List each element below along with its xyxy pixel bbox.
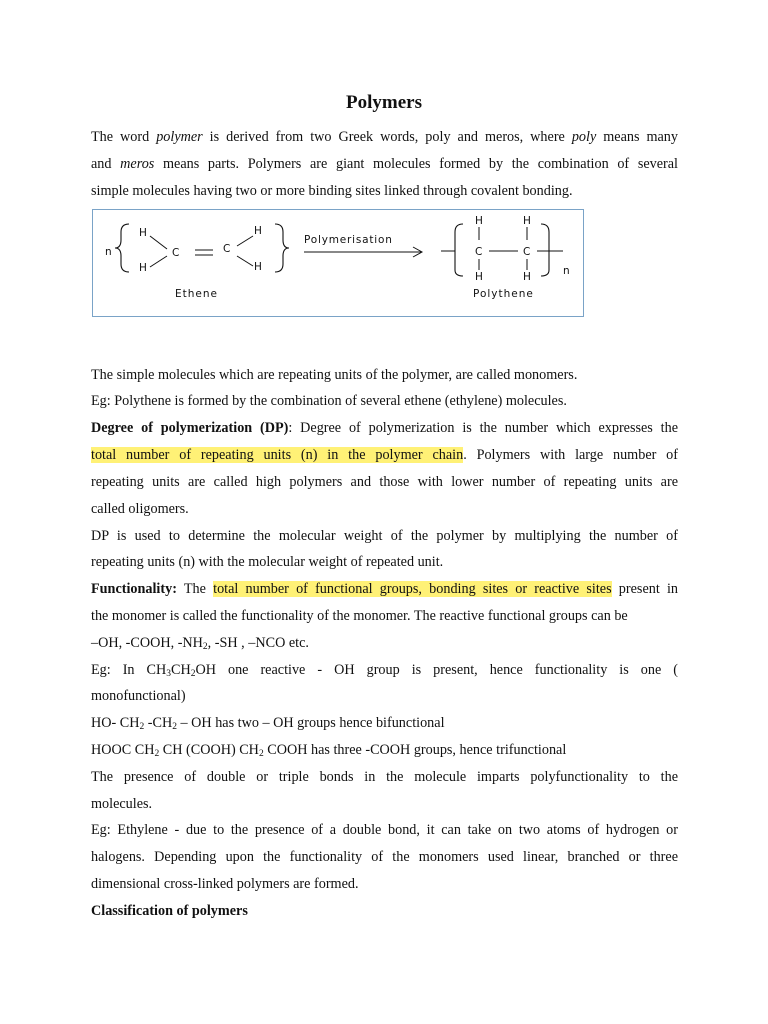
text: –OH, -COOH, -NH: [91, 635, 203, 651]
text: OH one reactive - OH group is present, hence functionality is one (: [195, 662, 678, 678]
text: COOH has three -COOH groups, hence trifunctional: [263, 742, 567, 758]
text: The word: [91, 129, 157, 145]
right-bracket-open: [455, 224, 463, 276]
atom-c: C: [475, 246, 483, 258]
glycol-example-line: [91, 714, 678, 732]
atom-h: H: [254, 261, 262, 273]
subscript: 2: [190, 669, 196, 679]
bond: [150, 256, 167, 267]
text: HOOC CH: [91, 742, 155, 758]
text: – OH has two – OH groups hence bifunctional: [176, 715, 445, 731]
reaction-scheme: [93, 210, 585, 318]
polymerisation-diagram: [92, 209, 584, 317]
page-title: Polymers: [346, 92, 422, 113]
text: CH (COOH) CH: [159, 742, 259, 758]
body-line: Eg: Ethylene - due to the presence of a double bond, it can take on two atoms of hydrogen or: [91, 822, 678, 838]
body-line: the monomer is called the functionality of the monomer. The reactive functional groups can be: [91, 608, 628, 624]
bond: [237, 236, 253, 246]
atom-h: H: [254, 225, 262, 237]
atom-h: H: [523, 271, 531, 283]
atom-h: H: [475, 215, 483, 227]
polythene-label: Polythene: [473, 288, 534, 300]
functional-groups-line: [91, 634, 678, 652]
body-line: molecules.: [91, 796, 153, 812]
intro-line-2: [91, 155, 678, 173]
atom-c: C: [223, 243, 231, 255]
text: present in: [611, 581, 679, 597]
atom-c: C: [172, 247, 180, 259]
dp-definition-line-2: [91, 446, 678, 464]
body-line: DP is used to determine the molecular weight of the polymer by multiplying the number of: [91, 528, 678, 544]
italic-term: poly: [571, 129, 597, 145]
body-line: halogens. Depending upon the functionality of the monomers used linear, branched or three: [91, 849, 678, 865]
left-bracket-open: [115, 224, 129, 272]
subscript: 2: [172, 722, 177, 732]
intro-line-1: [91, 128, 678, 146]
subscript: 3: [166, 669, 171, 679]
body-line: dimensional cross-linked polymers are formed.: [91, 876, 359, 892]
dp-definition-line-1: [91, 419, 678, 437]
ethanol-example-line: [91, 661, 678, 679]
subscript: 2: [154, 749, 160, 759]
subscript: 2: [258, 749, 264, 759]
functionality-line-1: [91, 580, 678, 598]
text: Eg: In CH: [91, 662, 167, 678]
body-line: monofunctional): [91, 688, 186, 704]
atom-h: H: [475, 271, 483, 283]
right-bracket-close: [541, 224, 549, 276]
text: and: [91, 156, 121, 172]
atom-h: H: [139, 227, 147, 239]
subscript: 2: [139, 722, 145, 732]
text: , -SH , –NCO etc.: [207, 635, 309, 651]
text: -CH: [144, 715, 173, 731]
body-line: repeating units (n) with the molecular weight of repeated unit.: [91, 554, 444, 570]
atom-h: H: [523, 215, 531, 227]
repeat-n-left: n: [105, 246, 112, 258]
italic-term: polymer: [156, 129, 203, 145]
body-line: The presence of double or triple bonds in the molecule imparts polyfunctionality to the: [91, 769, 678, 785]
ethene-label: Ethene: [175, 288, 218, 300]
section-heading: Classification of polymers: [91, 903, 248, 919]
body-line: called oligomers.: [91, 501, 189, 517]
left-bracket-close: [275, 224, 289, 272]
atom-c: C: [523, 246, 531, 258]
functionality-heading: Functionality:: [91, 581, 177, 597]
intro-line-3: simple molecules having two or more binding sites linked through covalent bonding.: [91, 183, 573, 199]
text: is derived from two Greek words, poly and meros, where: [202, 129, 572, 145]
bond: [237, 256, 253, 266]
body-line: Eg: Polythene is formed by the combination of several ethene (ethylene) molecules.: [91, 393, 567, 409]
polymerisation-label: Polymerisation: [304, 234, 393, 246]
acid-example-line: [91, 741, 678, 759]
italic-term: meros: [120, 156, 155, 172]
text: HO- CH: [91, 715, 140, 731]
text: CH: [171, 662, 191, 678]
highlighted-text: total number of functional groups, bonding sites or reactive sites: [213, 581, 612, 597]
dp-heading: Degree of polymerization (DP): [91, 420, 289, 436]
text: . Polymers with large number of: [463, 447, 678, 463]
text: means parts. Polymers are giant molecules formed by the combination of several: [154, 156, 678, 172]
highlighted-text: total number of repeating units (n) in the polymer chain: [91, 447, 464, 463]
text: : Degree of polymerization is the number which expresses the: [288, 420, 678, 436]
bond: [150, 236, 167, 249]
subscript: 2: [202, 642, 208, 652]
text: The: [176, 581, 214, 597]
body-line: repeating units are called high polymers and those with lower number of repeating units are: [91, 474, 678, 490]
repeat-n-right: n: [563, 265, 570, 277]
atom-h: H: [139, 262, 147, 274]
text: means many: [596, 129, 678, 145]
body-line: The simple molecules which are repeating units of the polymer, are called monomers.: [91, 367, 578, 383]
